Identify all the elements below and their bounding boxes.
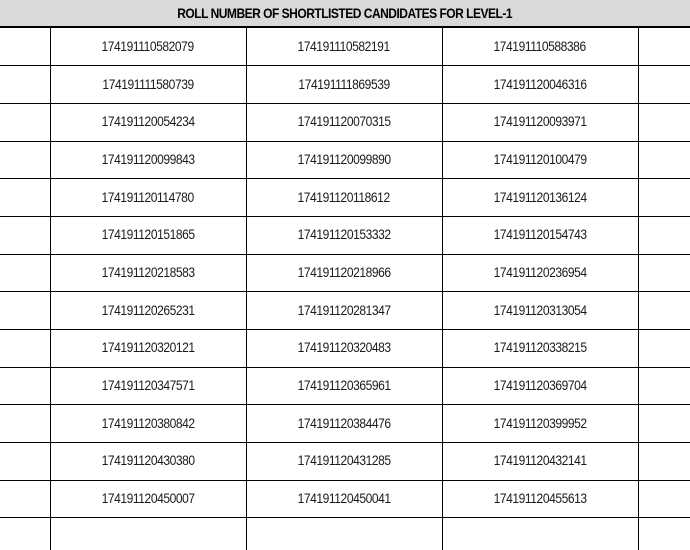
roll-number-cell — [50, 518, 246, 550]
roll-number-cell — [442, 66, 638, 104]
roll-number-cell — [246, 254, 442, 292]
roll-number-cell — [246, 66, 442, 104]
table-row — [0, 254, 690, 292]
roll-number-text: 174191120153332 — [297, 226, 391, 243]
row-margin-left-cell — [0, 443, 50, 481]
roll-number-cell — [442, 254, 638, 292]
roll-number-text: 174191120093971 — [493, 113, 587, 130]
table-row — [0, 28, 690, 66]
table-row — [0, 480, 690, 518]
roll-number-cell — [442, 367, 638, 405]
roll-number-cell — [50, 480, 246, 518]
roll-number-cell — [442, 443, 638, 481]
roll-number-text: 174191120399952 — [493, 414, 587, 431]
roll-number-cell — [442, 405, 638, 443]
row-margin-left-cell — [0, 103, 50, 141]
roll-number-cell — [442, 292, 638, 330]
table-row — [0, 330, 690, 368]
table-row — [0, 103, 690, 141]
roll-number-cell — [50, 405, 246, 443]
table-row — [0, 216, 690, 254]
roll-number-cell — [442, 216, 638, 254]
roll-number-cell — [246, 330, 442, 368]
roll-number-cell — [442, 141, 638, 179]
row-margin-right-cell — [638, 367, 690, 405]
roll-number-cell — [50, 254, 246, 292]
roll-number-text: 174191120236954 — [493, 263, 587, 280]
roll-number-cell — [442, 330, 638, 368]
roll-number-text: 174191120265231 — [101, 301, 195, 318]
row-margin-right-cell — [638, 254, 690, 292]
roll-number-cell — [442, 28, 638, 66]
roll-number-cell — [50, 66, 246, 104]
roll-number-text: 174191120099843 — [101, 150, 195, 167]
table-row — [0, 141, 690, 179]
row-margin-right-cell — [638, 141, 690, 179]
row-margin-right-cell — [638, 480, 690, 518]
roll-number-cell — [50, 330, 246, 368]
row-margin-left-cell — [0, 518, 50, 550]
roll-number-text: 174191120099890 — [297, 150, 391, 167]
roll-number-text: 174191120347571 — [101, 377, 195, 394]
roll-number-text: 174191120455613 — [493, 490, 587, 507]
row-margin-right-cell — [638, 179, 690, 217]
roll-number-cell — [246, 28, 442, 66]
roll-number-text: 174191120054234 — [101, 113, 195, 130]
row-margin-left-cell — [0, 28, 50, 66]
roll-number-cell — [246, 292, 442, 330]
roll-number-cell — [246, 518, 442, 550]
roll-number-cell — [50, 216, 246, 254]
roll-number-text: 174191120154743 — [493, 226, 587, 243]
row-margin-left-cell — [0, 141, 50, 179]
roll-number-text: 174191111580739 — [102, 75, 194, 92]
roll-number-text: 174191120320483 — [297, 339, 391, 356]
roll-number-cell — [442, 103, 638, 141]
table-row — [0, 443, 690, 481]
roll-number-text: 174191120380842 — [101, 414, 195, 431]
table-row — [0, 518, 690, 550]
roll-number-cell — [50, 103, 246, 141]
row-margin-left-cell — [0, 480, 50, 518]
roll-number-text: 174191120450007 — [101, 490, 195, 507]
roll-number-text: 174191120218583 — [101, 263, 195, 280]
row-margin-right-cell — [638, 518, 690, 550]
roll-number-text: 174191120070315 — [297, 113, 391, 130]
table-row — [0, 179, 690, 217]
roll-number-cell — [50, 367, 246, 405]
roll-number-cell — [246, 103, 442, 141]
roll-number-cell — [442, 518, 638, 550]
row-margin-left-cell — [0, 254, 50, 292]
roll-number-text: 174191120151865 — [101, 226, 195, 243]
roll-number-cell — [246, 480, 442, 518]
table-row — [0, 405, 690, 443]
roll-number-text: 174191120136124 — [493, 188, 587, 205]
roll-number-cell — [50, 28, 246, 66]
row-margin-right-cell — [638, 405, 690, 443]
table-body — [0, 28, 690, 550]
roll-number-cell — [246, 405, 442, 443]
row-margin-left-cell — [0, 330, 50, 368]
roll-number-text: 174191110588386 — [493, 37, 587, 54]
roll-number-text: 174191111869539 — [298, 75, 390, 92]
row-margin-right-cell — [638, 443, 690, 481]
roll-number-cell — [442, 179, 638, 217]
row-margin-left-cell — [0, 292, 50, 330]
row-margin-left-cell — [0, 216, 50, 254]
roll-number-text: 174191120365961 — [297, 377, 391, 394]
row-margin-right-cell — [638, 330, 690, 368]
roll-number-text: 174191120430380 — [101, 452, 195, 469]
title-bar — [0, 0, 690, 28]
roll-number-text: 174191120432141 — [493, 452, 587, 469]
roll-number-text: 174191120450041 — [297, 490, 391, 507]
row-margin-left-cell — [0, 66, 50, 104]
roll-number-cell — [246, 141, 442, 179]
roll-number-cell — [50, 141, 246, 179]
roll-number-table — [0, 28, 690, 550]
roll-number-cell — [50, 443, 246, 481]
roll-number-text: 174191120320121 — [101, 339, 195, 356]
roll-number-cell — [246, 443, 442, 481]
roll-number-cell — [50, 179, 246, 217]
page-title: ROLL NUMBER OF SHORTLISTED CANDIDATES FOR LEVEL-1 — [177, 5, 513, 21]
roll-number-cell — [246, 179, 442, 217]
table-row — [0, 292, 690, 330]
roll-number-text: 174191120369704 — [493, 377, 587, 394]
roll-number-cell — [246, 216, 442, 254]
roll-number-text: 174191120338215 — [493, 339, 587, 356]
roll-number-text: 174191110582079 — [101, 37, 195, 54]
row-margin-left-cell — [0, 367, 50, 405]
roll-number-text: 174191120384476 — [297, 414, 391, 431]
roll-number-text: 174191120313054 — [493, 301, 587, 318]
roll-number-text: 174191120118612 — [297, 188, 391, 205]
roll-number-text: 174191120114780 — [101, 188, 195, 205]
roll-number-text: 174191110582191 — [297, 37, 391, 54]
row-margin-left-cell — [0, 179, 50, 217]
roll-number-text: 174191120218966 — [297, 263, 391, 280]
roll-number-text: 174191120431285 — [297, 452, 391, 469]
table-row — [0, 367, 690, 405]
row-margin-right-cell — [638, 28, 690, 66]
table-row — [0, 66, 690, 104]
roll-number-cell — [246, 367, 442, 405]
roll-number-text: 174191120100479 — [493, 150, 587, 167]
row-margin-right-cell — [638, 216, 690, 254]
roll-number-text: 174191120281347 — [297, 301, 391, 318]
row-margin-right-cell — [638, 292, 690, 330]
roll-number-text: 174191120046316 — [493, 75, 587, 92]
roll-number-cell — [442, 480, 638, 518]
row-margin-left-cell — [0, 405, 50, 443]
row-margin-right-cell — [638, 66, 690, 104]
row-margin-right-cell — [638, 103, 690, 141]
roll-number-cell — [50, 292, 246, 330]
